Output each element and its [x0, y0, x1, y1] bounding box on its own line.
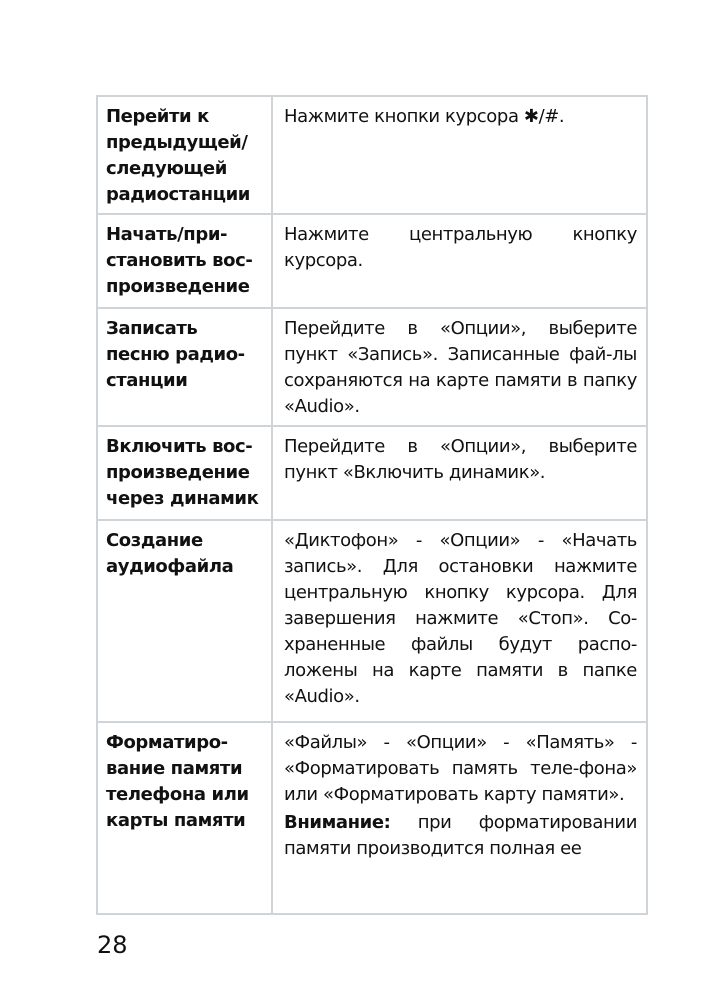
table-row	[98, 307, 646, 425]
function-cell: Записать песню радио-станции	[98, 309, 273, 425]
description-cell	[273, 215, 646, 307]
description-cell	[273, 723, 646, 913]
table-row	[98, 425, 646, 519]
function-cell: Форматиро-вание памяти телефона или карты памяти	[98, 723, 273, 913]
function-cell: Включить вос-произведение через динамик	[98, 427, 273, 519]
description-text: «Файлы» - «Опции» - «Память» - «Форматировать память теле-фона» или «Форматировать карту памяти».	[284, 732, 637, 805]
function-cell: Перейти к предыдущей/ следующей радиостанции	[98, 97, 273, 213]
function-cell: Создание аудиофайла	[98, 521, 273, 721]
warning-text: при форматировании памяти производится полная ее	[284, 812, 637, 859]
description-text: Нажмите центральную кнопку курсора.	[284, 224, 637, 271]
description-cell	[273, 309, 646, 425]
description-text: Нажмите кнопки курсора ✱/#.	[284, 106, 565, 127]
description-text: Перейдите в «Опции», выберите пункт «Запись». Записанные фай-лы сохраняются на карте памяти в папку «Audio».	[284, 318, 637, 417]
table-row	[98, 213, 646, 307]
instructions-table	[96, 95, 648, 915]
description-text: «Диктофон» - «Опции» - «Начать запись». Для остановки нажмите центральную кнопку курсора. Для завершения нажмите «Стоп». Со-храненные файлы будут распо-ложены на карте памяти в папке «Audio».	[284, 530, 637, 707]
description-text: Перейдите в «Опции», выберите пункт «Включить динамик».	[284, 436, 637, 483]
warning-note	[284, 810, 637, 862]
table-row	[98, 97, 646, 213]
function-cell: Начать/при-становить вос-произведение	[98, 215, 273, 307]
description-cell	[273, 427, 646, 519]
table-row	[98, 721, 646, 913]
page-number: 28	[97, 931, 128, 959]
description-cell	[273, 521, 646, 721]
table-row	[98, 519, 646, 721]
warning-label: Внимание:	[284, 812, 391, 833]
description-cell	[273, 97, 646, 213]
